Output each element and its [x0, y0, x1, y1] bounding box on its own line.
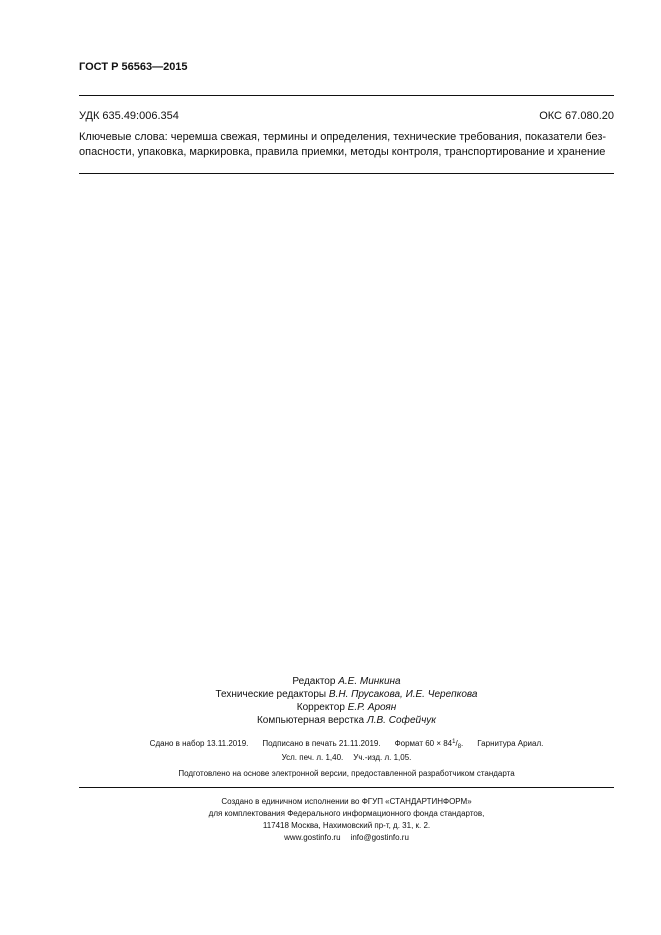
bottom-rule: [79, 787, 614, 788]
tech-editors-names: В.Н. Прусакова, И.Е. Черепкова: [328, 689, 478, 700]
tech-editors-label: Технические редакторы: [215, 689, 327, 700]
publication-sheets: Уч.-изд. л. 1,05.: [353, 753, 412, 762]
print-sheets: Усл. печ. л. 1,40.: [281, 753, 344, 762]
publisher-line-2: для комплектования Федерального информационного фонда стандартов,: [208, 809, 485, 818]
layout-name: Л.В. Софейчук: [366, 715, 437, 726]
editor-name: А.Е. Минкина: [338, 676, 401, 687]
publisher-address: 117418 Москва, Нахимовский пр-т, д. 31, к. 2.: [262, 821, 431, 830]
layout-label: Компьютерная верстка: [256, 715, 365, 726]
keywords-line-2: опасности, упаковка, маркировка, правила приемки, методы контроля, транспортирование и хранение: [79, 146, 606, 158]
print-info-line-1: [79, 739, 614, 750]
prepared-note: Подготовлено на основе электронной версии, предоставленной разработчиком стандарта: [178, 769, 515, 778]
website-link[interactable]: www.gostinfo.ru: [284, 833, 341, 842]
publisher-contacts: [79, 832, 614, 844]
keywords-block: [79, 130, 614, 160]
layout-line: [79, 714, 614, 727]
keywords-line-1: Ключевые слова: черемша свежая, термины и определения, технические требования, показатели без-: [79, 131, 607, 143]
credits-block: [79, 675, 614, 727]
editor-label: Редактор: [292, 676, 336, 687]
print-info-line-2: [79, 753, 614, 762]
corrector-label: Корректор: [296, 702, 345, 713]
submitted-date: Сдано в набор 13.11.2019.: [149, 739, 249, 748]
tech-editors-line: [79, 688, 614, 701]
editor-line: [79, 675, 614, 688]
email-link[interactable]: info@gostinfo.ru: [350, 833, 409, 842]
corrector-name: Е.Р. Ароян: [347, 702, 397, 713]
keywords-rule: [79, 173, 614, 174]
publisher-line-1: Создано в единичном исполнении во ФГУП «СТАНДАРТИНФОРМ»: [221, 797, 472, 806]
publisher-block: [79, 796, 614, 844]
font-info: Гарнитура Ариал.: [477, 739, 544, 748]
udk-code: УДК 635.49:006.354: [79, 110, 179, 122]
top-rule: [79, 95, 614, 96]
corrector-line: [79, 701, 614, 714]
signed-date: Подписано в печать 21.11.2019.: [262, 739, 381, 748]
paper-format: Формат $60 \times 84^1/_8$.: [394, 739, 464, 750]
oks-code: ОКС 67.080.20: [539, 110, 614, 122]
standard-code: ГОСТ Р 56563—2015: [79, 61, 188, 73]
